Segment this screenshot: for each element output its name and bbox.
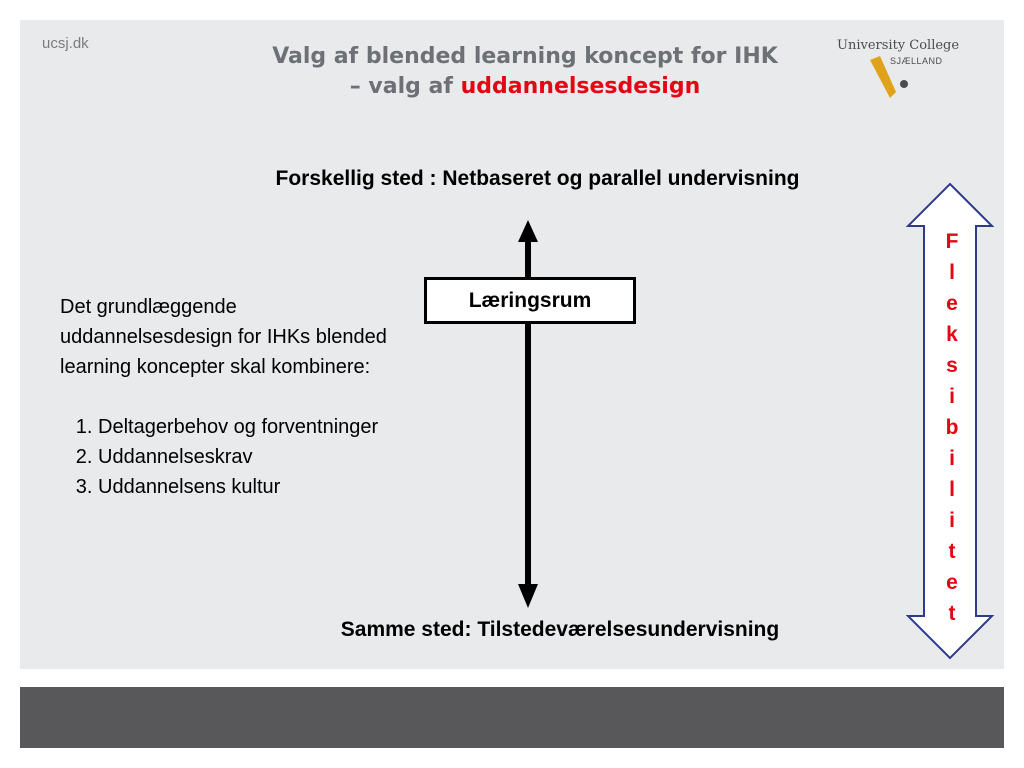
side-letter: i [949,509,955,532]
list-item: 1. Deltagerbehov og forventninger [98,412,390,442]
side-letter: l [949,261,955,284]
side-letter: i [949,385,955,408]
site-url: ucsj.dk [42,35,89,52]
title-highlight: uddannelsesdesign [460,74,701,99]
logo-name: University College [837,38,960,53]
side-letter: t [948,602,956,625]
title-line-2 [200,72,850,102]
logo-sub: SJÆLLAND [890,56,943,66]
slide-title [200,42,850,102]
list-item: 3. Uddannelsens kultur [98,472,390,502]
top-label: Forskellig sted : Netbaseret og parallel undervisning [275,167,800,190]
side-letter: i [949,447,955,470]
side-letter: e [946,292,958,315]
center-label: Læringsrum [468,288,592,312]
center-box [424,277,636,324]
title-prefix: – valg af [349,74,461,99]
side-letter: t [948,540,956,563]
side-letter: F [945,230,959,253]
intro-paragraph: Det grundlæggende uddannelsesdesign for IHKs blended learning koncepter skal kombinere: [60,296,387,378]
side-letter: l [949,478,955,501]
side-letter: s [946,354,958,377]
footer-bar [20,687,1004,748]
title-line-1: Valg af blended learning koncept for IHK [272,44,778,69]
side-letter: k [946,323,958,346]
side-letter: e [946,571,958,594]
side-label [934,226,970,629]
bottom-label: Samme sted: Tilstedeværelsesundervisning [340,618,780,641]
criteria-list [60,412,390,502]
body-text [60,292,390,502]
logo-icon [866,54,916,104]
list-item: 2. Uddannelseskrav [98,442,390,472]
side-letter: b [945,416,959,439]
